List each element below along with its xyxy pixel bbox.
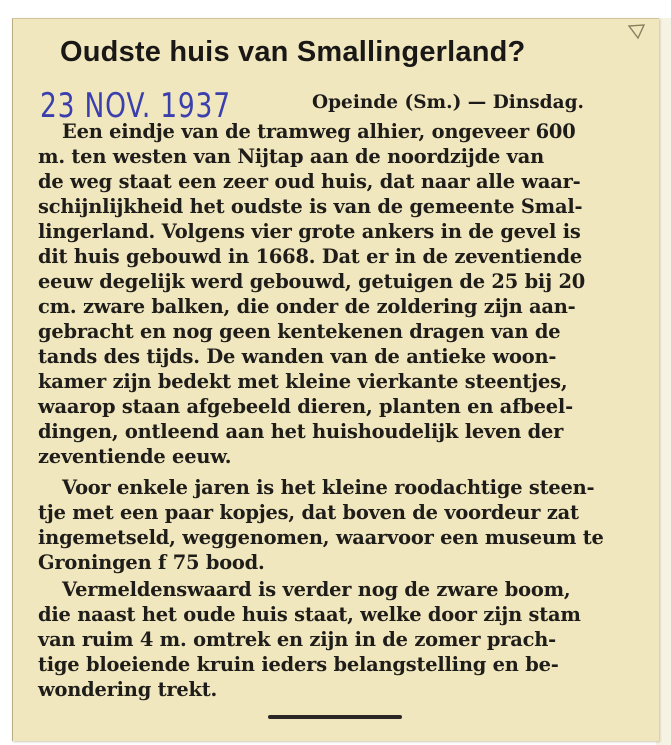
headline: Oudste huis van Smallingerland? — [60, 36, 526, 68]
article-line: tige bloeiende kruin ieders belangstelling en be- — [38, 653, 559, 676]
article-line: gebracht en nog geen kentekenen dragen van de — [38, 320, 561, 343]
article-line: schijnlijkheid het oudste is van de gemeente Smal- — [38, 195, 583, 218]
end-rule — [268, 715, 402, 719]
article-line: eeuw degelijk werd gebouwd, getuigen de 25 bij 20 — [38, 270, 586, 293]
article-line: dingen, ontleend aan het huishoudelijk leven der — [38, 420, 564, 443]
article-line: Een eindje van de tramweg alhier, ongeveer 600 — [62, 120, 576, 143]
corner-mark-icon — [626, 22, 648, 42]
article-line: die naast het oude huis staat, welke door zijn stam — [38, 603, 581, 626]
article-line: lingerland. Volgens vier grote ankers in de gevel is — [38, 220, 581, 243]
article-line: Voor enkele jaren is het kleine roodachtige steen- — [62, 476, 595, 499]
article-line: tje met een paar kopjes, dat boven de voordeur zat — [38, 501, 579, 524]
article-line: dit huis gebouwd in 1668. Dat er in de zeventiende — [38, 245, 582, 268]
article-line: de weg staat een zeer oud huis, dat naar alle waar- — [38, 170, 581, 193]
article-line: cm. zware balken, die onder de zoldering zijn aan- — [38, 295, 576, 318]
article-line: ingemetseld, weggenomen, waarvoor een museum te — [38, 526, 604, 549]
article-line: Groningen f 75 bood. — [38, 551, 265, 574]
article-line: waarop staan afgebeeld dieren, planten en afbeel- — [38, 395, 573, 418]
date-stamp: 23 NOV. 1937 — [40, 86, 231, 126]
dateline: Opeinde (Sm.) — Dinsdag. — [312, 92, 584, 113]
article-line: m. ten westen van Nijtap aan de noordzijde van — [38, 145, 544, 168]
article-line: van ruim 4 m. omtrek en zijn in de zomer prach- — [38, 628, 556, 651]
article-line: tands des tijds. De wanden van de antieke woon- — [38, 345, 557, 368]
article-line: kamer zijn bedekt met kleine vierkante steentjes, — [38, 370, 568, 393]
article-line: zeventiende eeuw. — [38, 445, 232, 468]
article-line: wondering trekt. — [38, 678, 218, 701]
article-line: Vermeldenswaard is verder nog de zware boom, — [62, 578, 571, 601]
